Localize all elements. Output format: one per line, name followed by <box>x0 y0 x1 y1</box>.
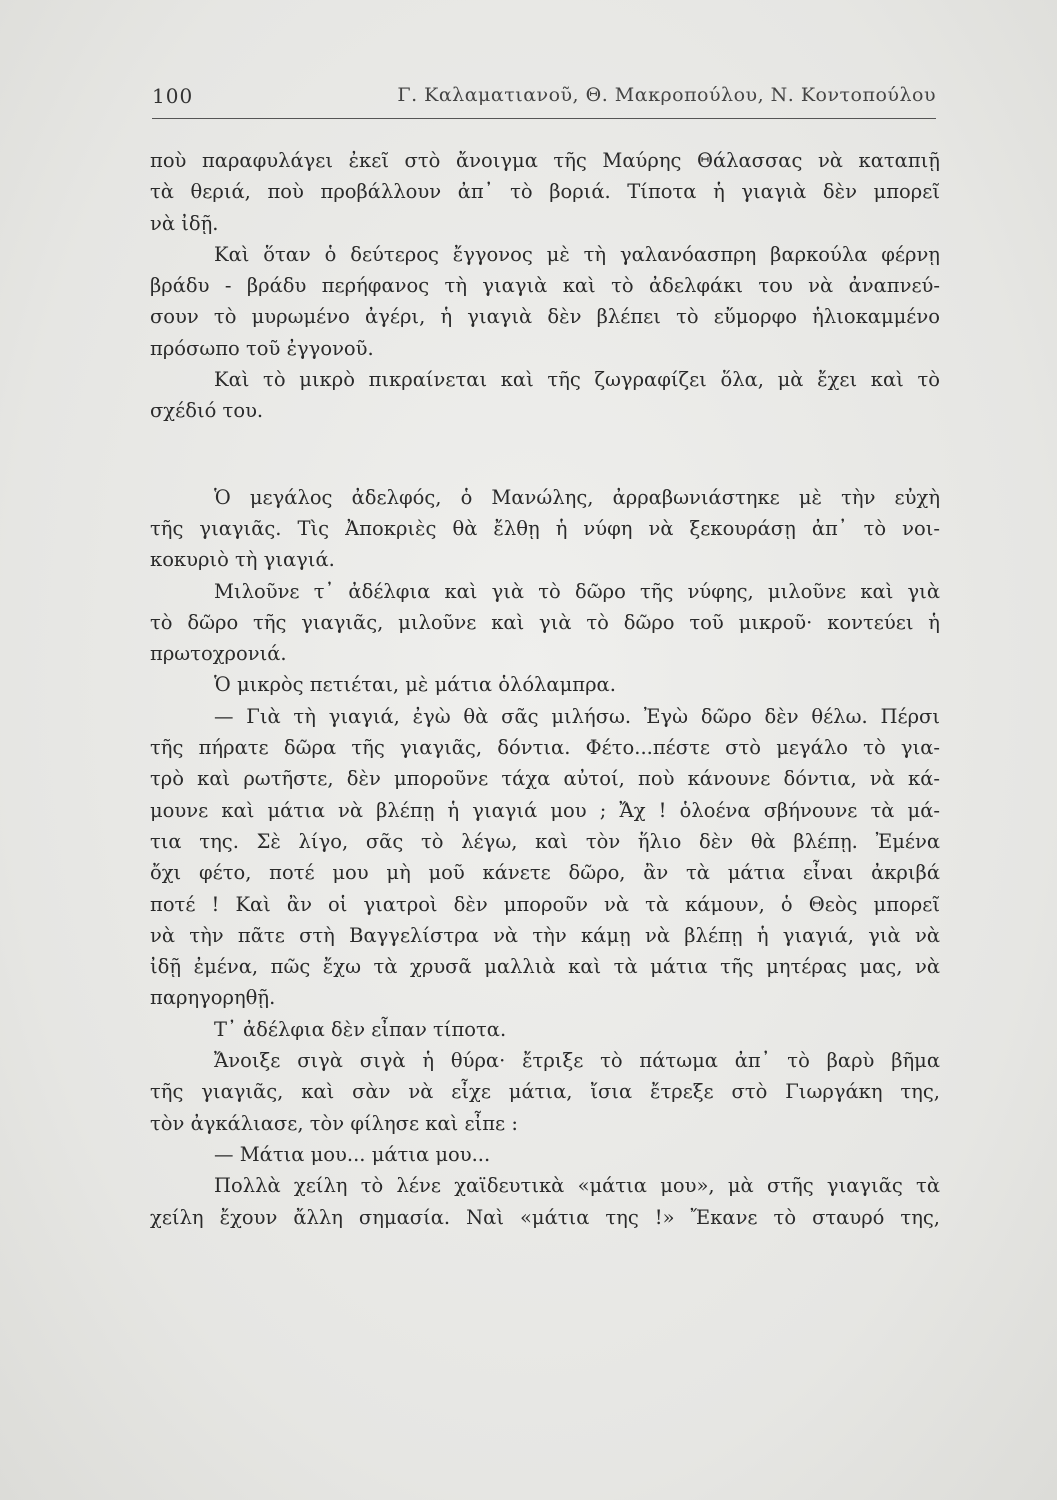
text-line: τῆς πήρατε δῶρα τῆς γιαγιᾶς, δόντια. Φέτο...πέστε στὸ μεγάλο τὸ για- <box>150 736 940 760</box>
text-line: μουνε καὶ μάτια νὰ βλέπῃ ἡ γιαγιά μου ; Ἄχ ! ὁλοένα σβήνουνε τὰ μά- <box>150 798 940 822</box>
text-line: παρηγορηθῇ. <box>150 986 276 1010</box>
text-line: Καὶ ὅταν ὁ δεύτερος ἔγγονος μὲ τὴ γαλανόασπρη βαρκούλα φέρνῃ <box>214 242 940 266</box>
text-line: χείλη ἔχουν ἄλλη σημασία. Ναὶ «μάτια της !» Ἔκανε τὸ σταυρό της, <box>150 1205 940 1229</box>
text-line: τῆς γιαγιᾶς, καὶ σὰν νὰ εἶχε μάτια, ἴσια ἔτρεξε στὸ Γιωργάκη της, <box>150 1080 940 1104</box>
text-line: τια της. Σὲ λίγο, σᾶς τὸ λέγω, καὶ τὸν ἥλιο δὲν θὰ βλέπῃ. Ἐμένα <box>150 829 940 853</box>
text-line: νὰ τὴν πᾶτε στὴ Βαγγελίστρα νὰ τὴν κάμῃ νὰ βλέπῃ ἡ γιαγιά, γιὰ νὰ <box>150 923 940 947</box>
text-line: τὸν ἀγκάλιασε, τὸν φίλησε καὶ εἶπε : <box>150 1111 518 1135</box>
text-line: τὰ θεριά, ποὺ προβάλλουν ἀπ᾽ τὸ βοριά. Τίποτα ἡ γιαγιὰ δὲν μπορεῖ <box>150 180 940 204</box>
text-line: Ὁ μικρὸς πετιέται, μὲ μάτια ὁλόλαμπρα. <box>214 673 616 697</box>
text-line: Πολλὰ χείλη τὸ λένε χαϊδευτικὰ «μάτια μου», μὰ στῆς γιαγιᾶς τὰ <box>214 1174 940 1198</box>
page-header <box>152 82 936 119</box>
text-line: ἰδῇ ἐμένα, πῶς ἔχω τὰ χρυσᾶ μαλλιὰ καὶ τὰ μάτια τῆς μητέρας μας, νὰ <box>150 955 940 979</box>
text-line: κοκυριὸ τὴ γιαγιά. <box>150 548 335 572</box>
text-line: πρωτοχρονιά. <box>150 642 287 666</box>
text-line: τῆς γιαγιᾶς. Τὶς Ἀποκριὲς θὰ ἔλθῃ ἡ νύφη νὰ ξεκουράσῃ ἀπ᾽ τὸ νοι- <box>150 516 940 540</box>
text-line: Ὁ μεγάλος ἀδελφός, ὁ Μανώλης, ἀρραβωνιάστηκε μὲ τὴν εὐχὴ <box>214 485 940 509</box>
text-line: — Γιὰ τὴ γιαγιά, ἐγὼ θὰ σᾶς μιλήσω. Ἐγὼ δῶρο δὲν θέλω. Πέρσι <box>214 704 940 728</box>
section-gap <box>150 427 940 482</box>
text-line: ποὺ παραφυλάγει ἐκεῖ στὸ ἄνοιγμα τῆς Μαύρης Θάλασσας νὰ καταπιῇ <box>150 149 940 172</box>
text-line: πρόσωπο τοῦ ἐγγονοῦ. <box>150 336 374 360</box>
text-line: Μιλοῦνε τ᾽ ἀδέλφια καὶ γιὰ τὸ δῶρο τῆς νύφης, μιλοῦνε καὶ γιὰ <box>214 579 940 603</box>
body-text <box>150 145 940 1233</box>
text-line: Ἄνοιξε σιγὰ σιγὰ ἡ θύρα· ἔτριξε τὸ πάτωμα ἀπ᾽ τὸ βαρὺ βῆμα <box>214 1049 940 1073</box>
text-line: — Μάτια μου... μάτια μου... <box>214 1142 491 1166</box>
text-line: ποτέ ! Καὶ ἂν οἱ γιατροὶ δὲν μποροῦν νὰ τὰ κάμουν, ὁ Θεὸς μπορεῖ <box>150 892 940 916</box>
text-line: τρὸ καὶ ρωτῆστε, δὲν μποροῦνε τάχα αὐτοί, ποὺ κάνουνε δόντια, νὰ κά- <box>150 767 940 791</box>
text-line: σουν τὸ μυρωμένο ἀγέρι, ἡ γιαγιὰ δὲν βλέπει τὸ εὔμορφο ἡλιοκαμμένο <box>150 305 940 329</box>
text-line: ὄχι φέτο, ποτέ μου μὴ μοῦ κάνετε δῶρο, ἂν τὰ μάτια εἶναι ἀκριβά <box>150 861 940 885</box>
page-number: 100 <box>152 84 194 108</box>
text-line: Τ᾽ ἀδέλφια δὲν εἶπαν τίποτα. <box>214 1017 507 1041</box>
text-line: τὸ δῶρο τῆς γιαγιᾶς, μιλοῦνε καὶ γιὰ τὸ δῶρο τοῦ μικροῦ· κοντεύει ἡ <box>150 610 940 634</box>
text-line: βράδυ - βράδυ περήφανος τὴ γιαγιὰ καὶ τὸ ἀδελφάκι του νὰ ἀναπνεύ- <box>150 274 940 298</box>
text-line: σχέδιό του. <box>150 399 264 423</box>
text-line: Καὶ τὸ μικρὸ πικραίνεται καὶ τῆς ζωγραφίζει ὅλα, μὰ ἔχει καὶ τὸ <box>214 368 940 392</box>
text-line: νὰ ἰδῇ. <box>150 211 219 235</box>
running-title: Γ. Καλαματιανοῦ, Θ. Μακροπούλου, Ν. Κοντοπούλου <box>397 84 936 106</box>
